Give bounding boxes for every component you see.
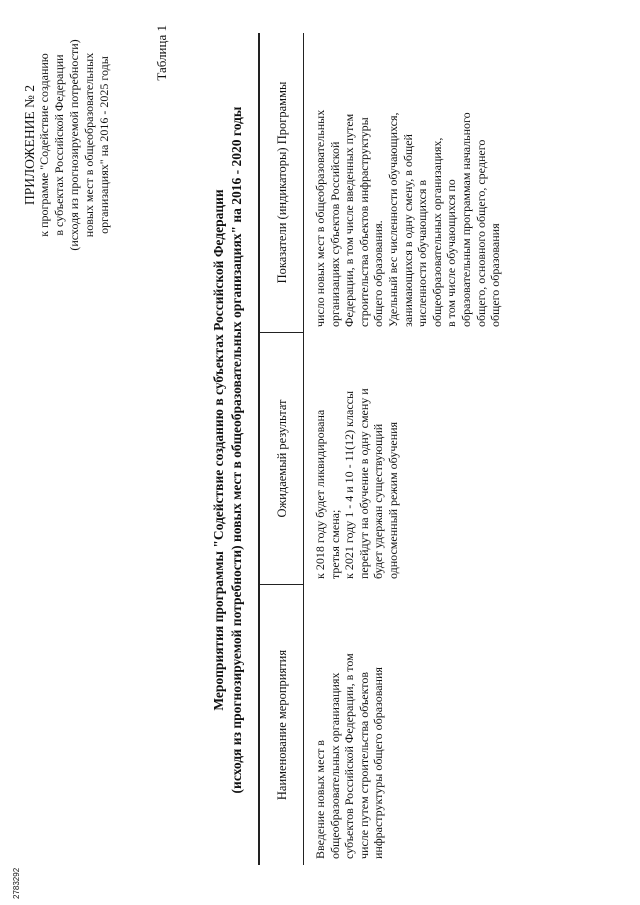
cell-line: инфраструктуры общего образования bbox=[371, 667, 386, 859]
cell-line: односменный режим обучения bbox=[385, 421, 400, 579]
cell-line: строительства объектов инфраструктуры bbox=[356, 117, 371, 327]
cell-line: третья смена; bbox=[327, 509, 342, 579]
document-title bbox=[210, 35, 246, 865]
header-bottom-rule bbox=[303, 33, 304, 865]
appendix-line: в субъектах Российской Федерации bbox=[52, 54, 66, 236]
column-header-result: Ожидаемый результат bbox=[275, 399, 289, 518]
cell-line: числе путем строительства объектов bbox=[356, 671, 371, 859]
appendix-block bbox=[22, 25, 112, 265]
cell-line: общего образования bbox=[488, 223, 503, 327]
title-line-2: (исходя из прогнозируемой потребности) новых мест в общеобразовательных организациях" на 2016 - 2020 годы bbox=[229, 106, 244, 794]
appendix-heading: ПРИЛОЖЕНИЕ № 2 bbox=[22, 84, 37, 206]
appendix-line: к программе "Содействие созданию bbox=[37, 53, 51, 237]
cell-line: субъектов Российской Федерации, в том bbox=[342, 653, 357, 859]
appendix-line: (исходя из прогнозируемой потребности) bbox=[67, 39, 81, 251]
cell-line: будет удержан существующий bbox=[371, 423, 386, 579]
cell-line: Удельный вес численности обучающихся, bbox=[385, 112, 400, 327]
cell-indicators bbox=[313, 31, 503, 327]
cell-line: занимающихся в одну смену, в общей bbox=[400, 134, 415, 327]
appendix-line: организациях" на 2016 - 2025 годы bbox=[97, 56, 111, 234]
cell-line: в том числе обучающихся по bbox=[444, 179, 459, 327]
cell-line: общего образования. bbox=[371, 220, 386, 327]
table-top-rule bbox=[258, 33, 260, 865]
title-line-1: Мероприятия программы "Содействие созданию в субъектах Российской Федерации bbox=[211, 189, 226, 711]
cell-expected-result bbox=[313, 335, 401, 579]
cell-measure-name bbox=[313, 589, 386, 859]
table-label: Таблица 1 bbox=[154, 25, 169, 81]
cell-line: перейдут на обучение в одну смену и bbox=[356, 388, 371, 579]
cell-line: общеобразовательных организациях, bbox=[429, 137, 444, 327]
cell-line: организациях субъектов Российской bbox=[327, 141, 342, 327]
cell-line: Введение новых мест в bbox=[313, 740, 327, 859]
cell-line: число новых мест в общеобразовательных bbox=[313, 109, 327, 327]
column-header-measure: Наименование мероприятия bbox=[275, 649, 289, 801]
cell-line: общего, основного общего, среднего bbox=[473, 139, 488, 327]
cell-line: Федерации, в том числе введенных путем bbox=[342, 113, 357, 327]
cell-line: общеобразовательных организациях bbox=[327, 672, 342, 859]
appendix-line: новых мест в общеобразовательных bbox=[82, 52, 96, 238]
cell-line: к 2021 году 1 - 4 и 10 - 11(12) классы bbox=[342, 390, 357, 579]
document-number: 2783292 bbox=[12, 867, 21, 899]
cell-line: к 2018 году будет ликвидирована bbox=[313, 409, 327, 579]
cell-line: численности обучающихся в bbox=[415, 179, 430, 327]
cell-line: образовательным программам начального bbox=[458, 112, 473, 327]
column-header-indicators: Показатели (индикаторы) Программы bbox=[275, 81, 289, 284]
